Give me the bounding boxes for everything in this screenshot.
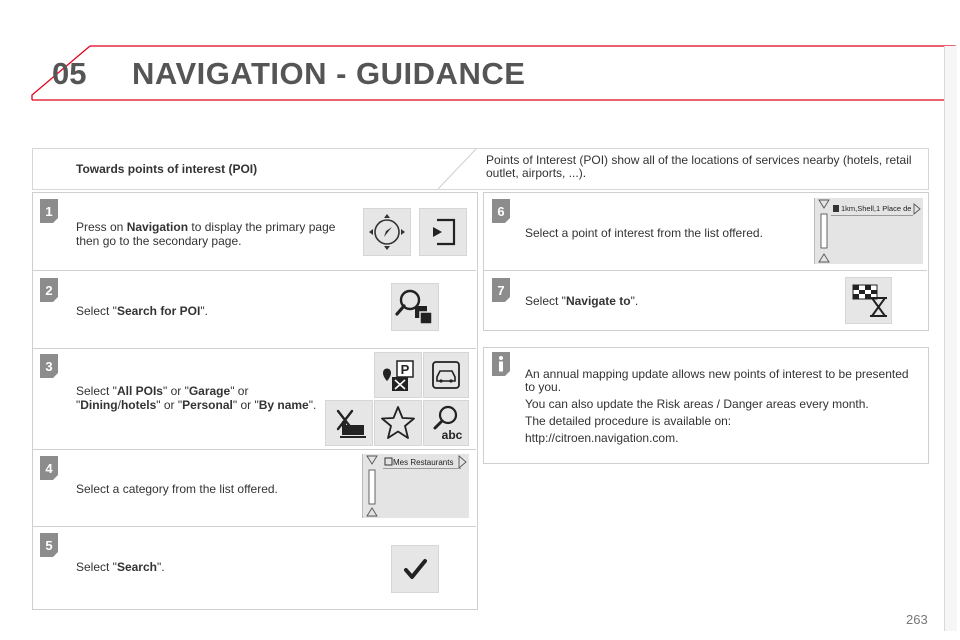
page-title: NAVIGATION - GUIDANCE	[132, 56, 526, 91]
step-4-text: Select a category from the list offered.	[76, 482, 278, 496]
all-pois-icon	[375, 353, 421, 397]
confirm-search-tile[interactable]	[391, 545, 439, 593]
poi-list-screen[interactable]	[814, 198, 923, 264]
star-icon	[375, 401, 421, 445]
garage-tile[interactable]	[423, 352, 469, 398]
svg-text:4: 4	[45, 461, 53, 476]
info-line-4: http://citroen.navigation.com.	[525, 431, 679, 445]
step-badge-6	[490, 199, 512, 223]
nav-joystick-tile[interactable]	[363, 208, 411, 256]
step-badge-3	[38, 354, 60, 378]
list-item-poi[interactable]: 1km,Shell,1 Place de	[841, 204, 912, 213]
navigate-to-tile[interactable]	[845, 277, 892, 324]
info-text	[525, 368, 910, 445]
restaurants-list-screen[interactable]	[362, 454, 469, 518]
chapter-number: 05	[52, 56, 87, 91]
all-pois-tile[interactable]	[374, 352, 422, 398]
svg-text:1: 1	[45, 204, 53, 219]
step-badge-4	[38, 456, 60, 480]
search-poi-icon	[392, 284, 438, 330]
svg-text:P: P	[400, 362, 410, 377]
divider	[33, 270, 476, 271]
section-heading: Towards points of interest (POI)	[76, 162, 258, 176]
svg-text:6: 6	[497, 204, 505, 219]
divider	[484, 270, 927, 271]
search-poi-tile[interactable]	[391, 283, 439, 331]
step-3-text: Select "All POIs" or "Garage" or "Dining/hotels" or "Personal" or "By name".	[76, 384, 317, 412]
divider	[33, 526, 476, 527]
step-7-text: Select "Navigate to".	[525, 294, 639, 308]
header-chevron	[0, 0, 960, 110]
step-5-text: Select "Search".	[76, 560, 165, 574]
section-intro: Points of Interest (POI) show all of the locations of services nearby (hotels, retail outlet, airports, ...).	[486, 153, 912, 180]
list-item-mes-restaurants[interactable]: Mes Restaurants	[393, 458, 454, 467]
secondary-page-icon	[420, 209, 466, 255]
list-item-divider	[383, 468, 461, 469]
info-icon-badge	[490, 352, 512, 376]
step-badge-2	[38, 278, 60, 302]
step-badge-1	[38, 199, 60, 223]
step-1-text: Press on Navigation to display the primary page then go to the secondary page.	[76, 220, 336, 248]
info-line-3: The detailed procedure is available on:	[525, 414, 732, 428]
personal-tile[interactable]	[374, 400, 422, 446]
dining-hotels-icon	[326, 401, 372, 445]
heading-divider	[438, 149, 478, 189]
navigation-joystick-icon	[364, 209, 410, 255]
checkmark-icon	[392, 546, 438, 592]
svg-text:7: 7	[497, 283, 505, 298]
page-right-border	[944, 46, 957, 631]
by-name-tile[interactable]	[423, 400, 469, 446]
info-line-1: An annual mapping update allows new points of interest to be presented to you.	[525, 367, 909, 394]
svg-text:abc: abc	[441, 428, 463, 442]
step-badge-7	[490, 278, 512, 302]
step-6-text: Select a point of interest from the list offered.	[525, 226, 763, 240]
step-badge-5	[38, 533, 60, 557]
svg-text:5: 5	[45, 538, 53, 553]
list-item-divider	[831, 215, 913, 216]
garage-car-icon	[424, 353, 468, 397]
search-by-name-icon	[424, 401, 468, 445]
svg-text:2: 2	[45, 283, 53, 298]
dining-hotels-tile[interactable]	[325, 400, 373, 446]
checkered-flag-hourglass-icon	[846, 278, 891, 323]
divider	[33, 449, 476, 450]
svg-text:3: 3	[45, 359, 53, 374]
divider	[33, 348, 476, 349]
page-number: 263	[906, 612, 928, 627]
step-2-text: Select "Search for POI".	[76, 304, 208, 318]
info-icon	[490, 352, 512, 376]
info-line-2: You can also update the Risk areas / Danger areas every month.	[525, 397, 869, 411]
secondary-page-tile[interactable]	[419, 208, 467, 256]
